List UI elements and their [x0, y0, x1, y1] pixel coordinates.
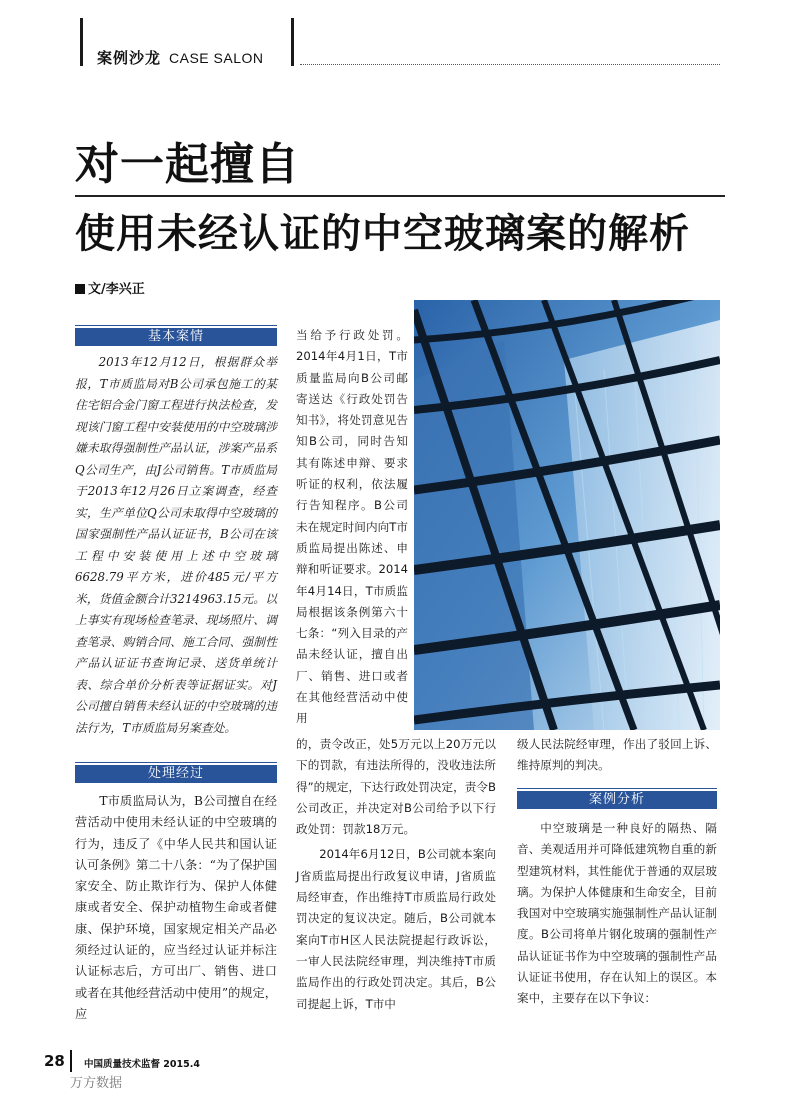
- section-heading-process: 处理经过: [75, 765, 277, 783]
- section-heading-basic: 基本案情: [75, 328, 277, 346]
- title-divider: [75, 195, 725, 197]
- section-label: [97, 47, 264, 68]
- watermark: 万方数据: [70, 1076, 123, 1091]
- basic-facts-paragraph: 2013年12月12日，根据群众举报，T市质监局对B公司承包施工的某住宅铝合金门窗工程进行执法检查，发现该门窗工程中安装使用的中空玻璃涉嫌未取得强制性产品认证，涉案产品系Q公司生产，由J公司销售。T市质监局于2013年12月26日立案调查，经查实，生产单位Q公司未取得中空玻璃的国家强制性产品认证证书，B公司在该工程中安装使用上述中空玻璃6628.79平方米，进价485元/平方米，货值金额合计3214963.15元。以上事实有现场检查笔录、现场照片、调查笔录、购销合同、施工合同、强制性产品认证证书查询记录、送货单统计表、综合单价分析表等证据证实。对J公司擅自销售未经认证的中空玻璃的违法行为，T市质监局另案查处。: [75, 355, 277, 735]
- square-bullet-icon: [75, 284, 85, 294]
- analysis-column: [517, 818, 717, 1010]
- header-bar-left: [80, 18, 83, 66]
- basic-facts-column: [75, 352, 277, 739]
- right-continuation-text: 级人民法院经审理，作出了驳回上诉、维持原判的判决。: [517, 737, 717, 773]
- footer-divider: [70, 1050, 72, 1072]
- section-label-cn: 案例沙龙: [97, 49, 162, 67]
- author-name: 文/李兴正: [88, 282, 145, 297]
- section-label-en: CASE SALON: [169, 50, 264, 66]
- header-bar-right: [291, 18, 294, 66]
- middle-paragraph-2: 2014年6月12日，B公司就本案向J省质监局提出行政复议申请，J省质监局经审查，作出维持T市质监局行政处罚决定的复议决定。随后，B公司就本案向T市H区人民法院提起行政诉讼，一审人民法院经审理，判决维持T市质监局作出的行政处罚决定。其后，B公司提起上诉，T市中: [296, 847, 496, 1011]
- author-byline: [75, 278, 145, 297]
- section-heading-analysis: 案例分析: [517, 791, 717, 809]
- page-number: 28: [44, 1052, 65, 1070]
- analysis-paragraph: 中空玻璃是一种良好的隔热、隔音、美观适用并可降低建筑物自重的新型建筑材料，其性能优于普通的双层玻璃。为保护人体健康和生命安全，目前我国对中空玻璃实施强制性产品认证制度。B公司将单片钢化玻璃的强制性产品认证证书作为中空玻璃的强制性产品认证证书使用，存在认知上的误区。本案中，主要存在以下争议：: [517, 821, 717, 1006]
- process-column: [75, 791, 277, 1025]
- middle-column-narrow: [296, 325, 408, 730]
- middle-narrow-text: 当给予行政处罚。2014年4月1日，T市质量监局向B公司邮寄送达《行政处罚告知书》，将处罚意见告知B公司，同时告知其有陈述申辩、要求听证的权利，依法履行告知程序。B公司未在规定时间内向T市质监局提出陈述、申辩和听证要求。2014年4月14日，T市质监局根据该条例第六十七条：“列入目录的产品未经认证，擅自出厂、销售、进口或者在其他经营活动中使用: [296, 328, 408, 726]
- middle-wide-text: 的，责令改正，处5万元以上20万元以下的罚款，有违法所得的，没收违法所得”的规定，下达行政处罚决定，责令B公司改正，并决定对B公司给予以下行政处罚：罚款18万元。: [296, 737, 496, 837]
- middle-column-wide: [296, 734, 496, 1015]
- process-paragraph: T市质监局认为，B公司擅自在经营活动中使用未经认证的中空玻璃的行为，违反了《中华人民共和国认证认可条例》第二十八条：“为了保护国家安全、防止欺诈行为、保护人体健康或者安全、保护动植物生命或者健康、保护环境，国家规定相关产品必须经过认证的，应当经过认证并标注认证标志后，方可出厂、销售、进口或者在其他经营活动中使用”的规定，应: [75, 794, 277, 1021]
- header-dotted-rule: [300, 64, 720, 65]
- article-title-line2: 使用未经认证的中空玻璃案的解析: [75, 211, 690, 257]
- journal-name: 中国质量技术监督 2015.4: [84, 1059, 200, 1070]
- right-column-continuation: [517, 734, 717, 777]
- article-title-line1: 对一起擅自: [75, 139, 300, 190]
- glass-building-photo: [414, 300, 720, 730]
